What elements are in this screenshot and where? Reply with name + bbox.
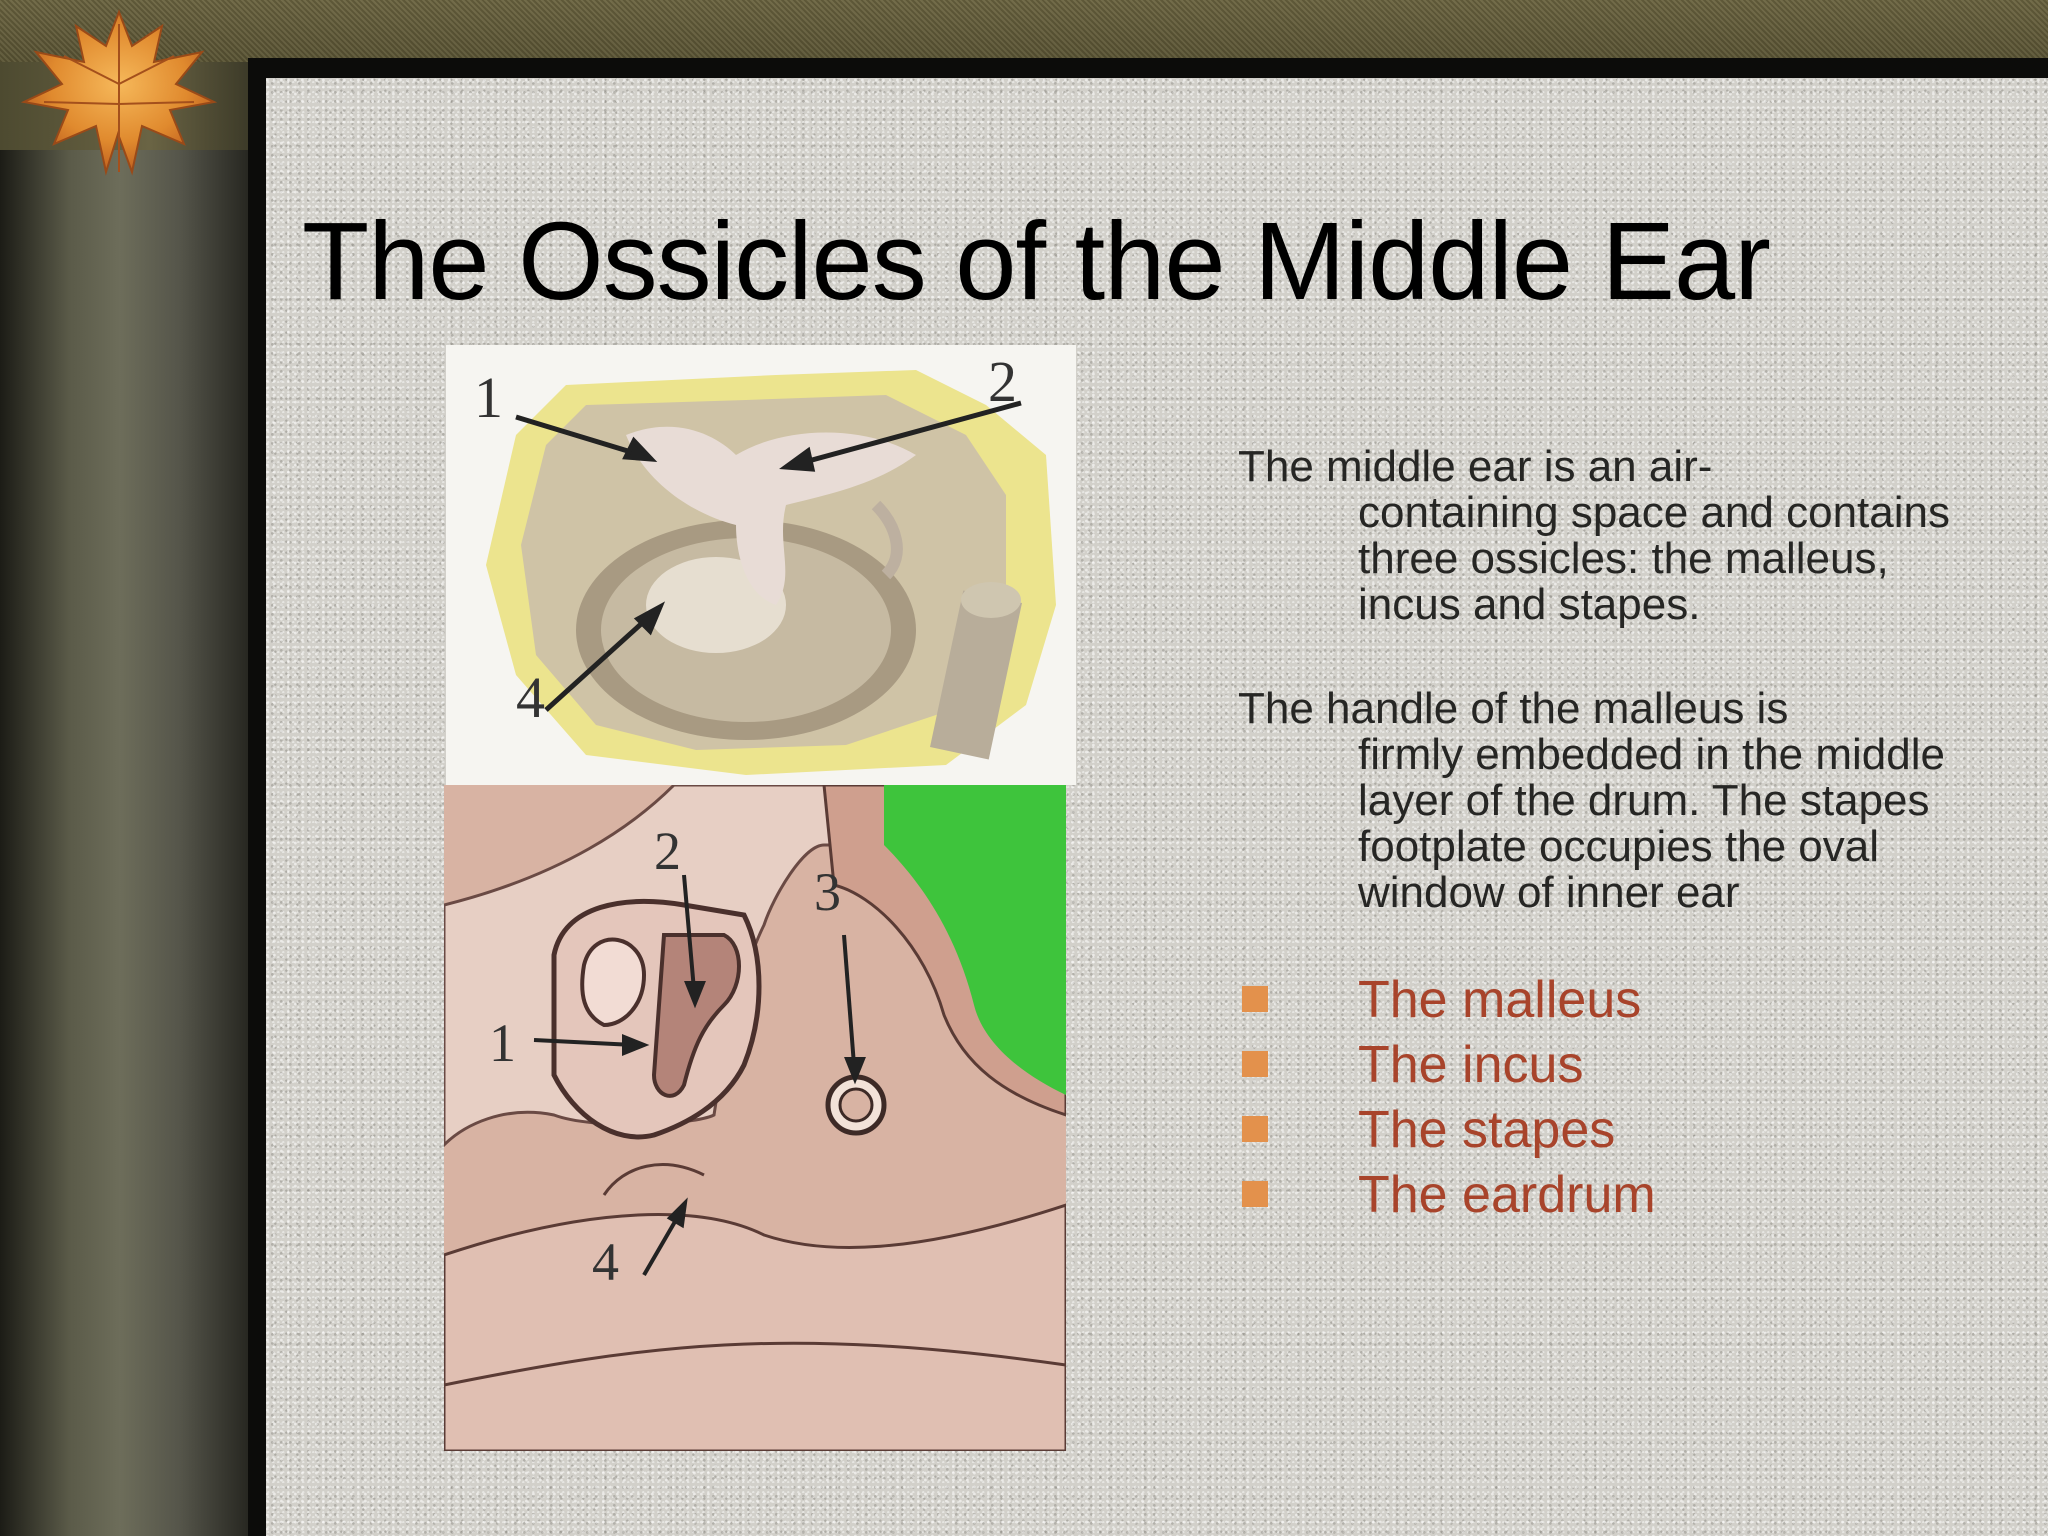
list-item [1240, 1165, 1656, 1230]
figure-bottom-label-1: 1 [489, 1013, 516, 1073]
bullet-text: The incus [1358, 1036, 1584, 1094]
list-item [1240, 970, 1656, 1035]
paragraph-continuation: containing space and contains three ossicles: the malleus, incus and stapes. [1358, 488, 1950, 629]
figure-top-label-2: 2 [988, 349, 1017, 414]
figure-bottom-label-2: 2 [654, 821, 681, 881]
top-decorative-band [0, 0, 2048, 62]
paragraph-middle-ear-description [1238, 444, 1998, 628]
square-bullet-icon [1242, 1116, 1268, 1142]
paragraph-malleus-stapes [1238, 686, 1998, 916]
maple-leaf-icon [14, 4, 224, 179]
figure-bottom-label-4: 4 [592, 1232, 619, 1292]
paragraph-first-line: The handle of the malleus is [1238, 684, 1789, 733]
bullet-text: The eardrum [1358, 1166, 1656, 1224]
slide-title: The Ossicles of the Middle Ear [302, 200, 1770, 323]
paragraph-first-line: The middle ear is an air- [1238, 442, 1713, 491]
figure-top-label-1: 1 [474, 365, 503, 430]
ossicle-bullet-list [1240, 970, 1656, 1230]
square-bullet-icon [1242, 1181, 1268, 1207]
paragraph-continuation: firmly embedded in the middle layer of the drum. The stapes footplate occupies the oval window of inner ear [1358, 730, 1945, 917]
bullet-text: The malleus [1358, 971, 1642, 1029]
middle-ear-diagram-image [444, 785, 1066, 1451]
ossicles-specimen-image [446, 345, 1076, 785]
figure-bottom-label-3: 3 [814, 862, 841, 922]
list-item [1240, 1100, 1656, 1165]
bullet-text: The stapes [1358, 1101, 1616, 1159]
left-decorative-bar [0, 150, 250, 1536]
square-bullet-icon [1242, 1051, 1268, 1077]
square-bullet-icon [1242, 986, 1268, 1012]
list-item [1240, 1035, 1656, 1100]
figure-top-label-4: 4 [516, 665, 545, 730]
